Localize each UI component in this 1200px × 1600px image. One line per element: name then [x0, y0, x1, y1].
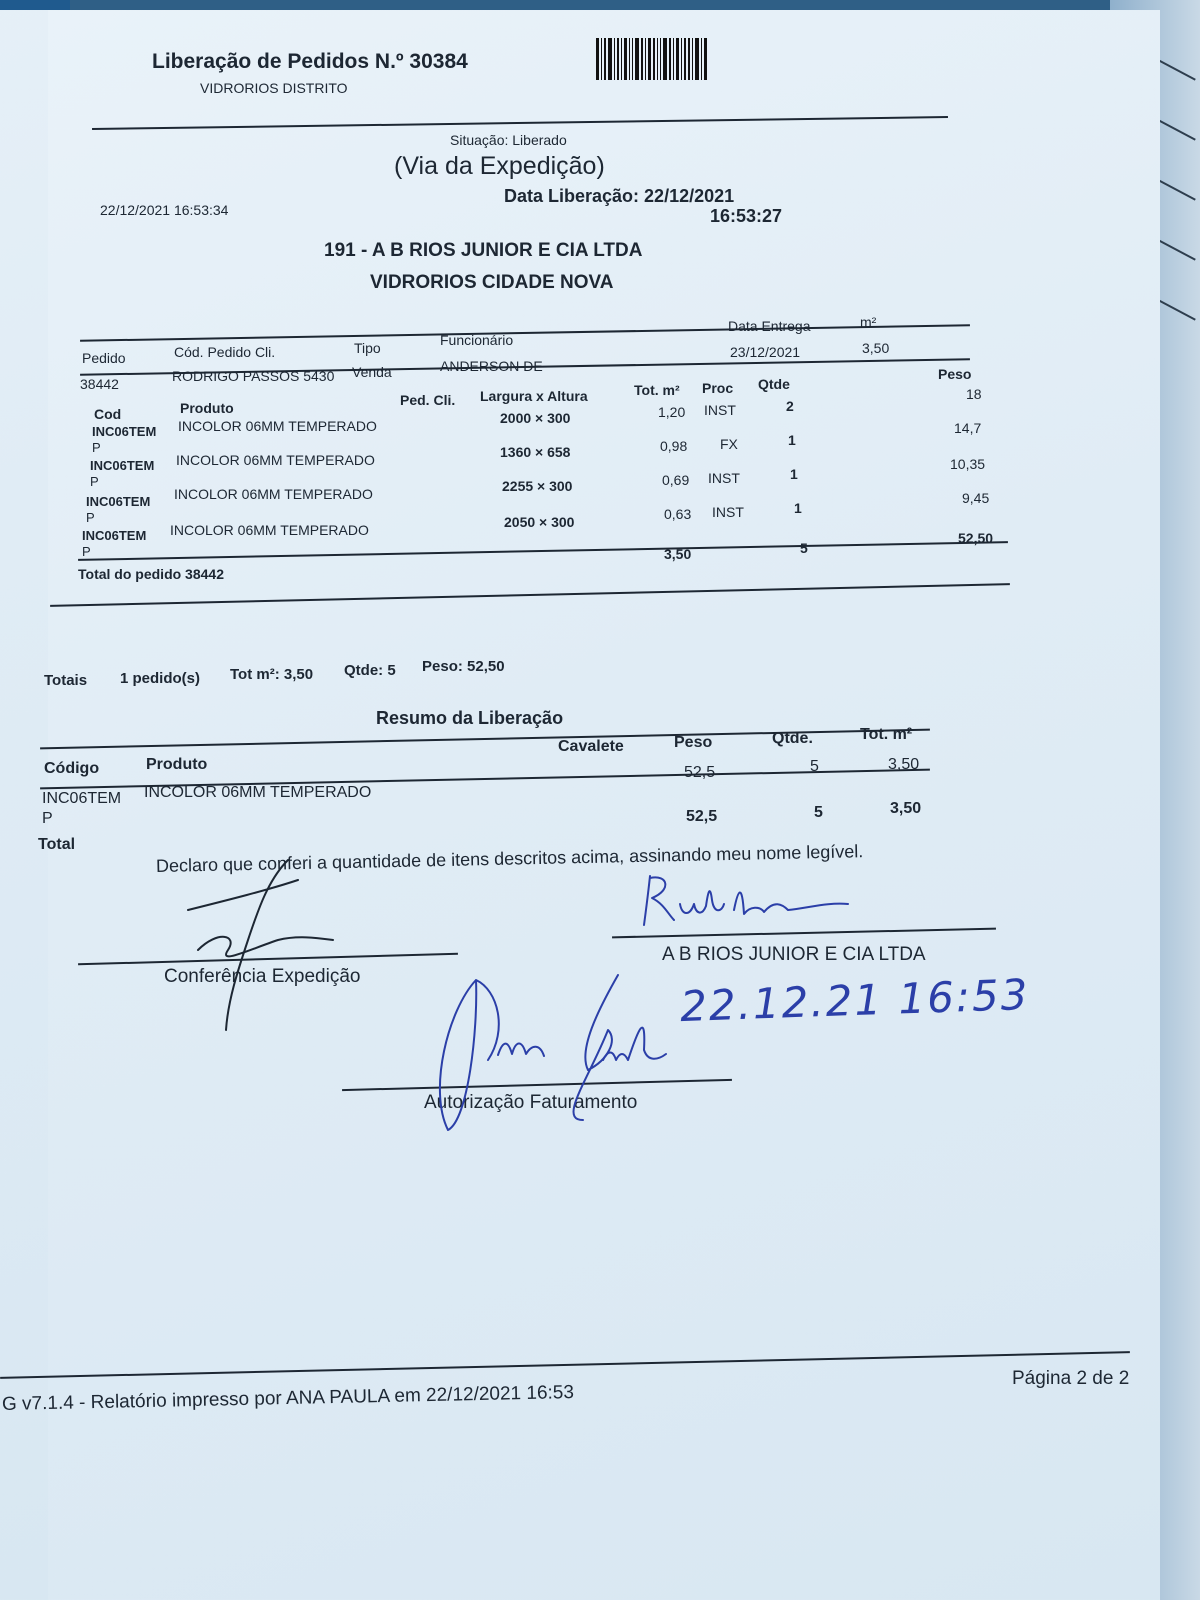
handwritten-date: 22.12.21 16:53: [679, 969, 1031, 1032]
item-qtde: 1: [788, 432, 796, 448]
item-tot-m2: 0,69: [662, 472, 690, 488]
declaration-text: Declaro que conferi a quantidade de itens descritos acima, assinando meu nome legível.: [155, 841, 864, 876]
branch-name: VIDRORIOS CIDADE NOVA: [370, 272, 614, 293]
item-dimensions: 2255 × 300: [502, 478, 573, 494]
col-produto: Produto: [180, 400, 234, 416]
document-title: Liberação de Pedidos N.º 30384: [152, 50, 468, 73]
item-peso: 14,7: [954, 420, 982, 436]
item-produto: INCOLOR 06MM TEMPERADO: [170, 522, 369, 538]
order-total-peso: 52,50: [958, 530, 994, 546]
item-dimensions: 1360 × 658: [500, 444, 571, 460]
barcode: [596, 38, 709, 80]
summary-col-produto: Produto: [146, 756, 208, 773]
totals-pedidos: 1 pedido(s): [120, 670, 201, 687]
item-tot-m2: 0,98: [660, 438, 688, 454]
item-proc: INST: [708, 470, 740, 486]
item-dimensions: 2000 × 300: [500, 410, 571, 426]
document-page: [0, 10, 1160, 1600]
summary-col-cavalete: Cavalete: [558, 738, 624, 755]
divider: [80, 324, 970, 342]
divider: [78, 541, 1008, 561]
situation: Situação: Liberado: [450, 132, 567, 148]
item-cod-suffix: P: [86, 510, 95, 525]
item-peso: 18: [966, 386, 982, 402]
summary-codigo-suffix: P: [42, 810, 53, 827]
item-peso: 10,35: [950, 456, 986, 472]
order-employee: ANDERSON DE: [440, 358, 543, 374]
col-funcionario: Funcionário: [440, 332, 514, 348]
col-ped-cli: Ped. Cli.: [400, 392, 456, 408]
col-peso: Peso: [938, 366, 972, 382]
summary-peso: 52,5: [684, 764, 716, 781]
item-cod-suffix: P: [90, 474, 99, 489]
summary-total-tot-m2: 3,50: [890, 800, 922, 817]
order-client-code: RODRIGO PASSOS 5430: [172, 368, 335, 384]
summary-col-tot-m2: Tot. m²: [860, 726, 913, 743]
summary-col-qtde: Qtde.: [772, 730, 813, 747]
col-cod-pedido-cli: Cód. Pedido Cli.: [174, 344, 276, 360]
col-tot-m2: Tot. m²: [634, 382, 680, 398]
item-proc: INST: [704, 402, 736, 418]
release-time: 16:53:27: [710, 206, 783, 226]
item-cod-suffix: P: [92, 440, 101, 455]
summary-total-label: Total: [38, 836, 76, 853]
item-cod: INC06TEM: [90, 458, 155, 473]
order-delivery-date: 23/12/2021: [730, 344, 801, 360]
totals-label: Totais: [44, 672, 88, 689]
item-produto: INCOLOR 06MM TEMPERADO: [176, 452, 375, 468]
client-signature-label: A B RIOS JUNIOR E CIA LTDA: [662, 944, 926, 965]
summary-total-qtde: 5: [814, 804, 823, 821]
conferencia-signature: [148, 840, 368, 1040]
company-name: VIDRORIOS DISTRITO: [200, 80, 348, 96]
col-qtde: Qtde: [758, 376, 790, 392]
item-cod: INC06TEM: [92, 424, 157, 439]
footer-divider: [0, 1351, 1130, 1379]
order-total-qtde: 5: [800, 540, 808, 556]
col-tipo: Tipo: [354, 340, 381, 356]
summary-title: Resumo da Liberação: [376, 708, 564, 728]
item-produto: INCOLOR 06MM TEMPERADO: [174, 486, 373, 502]
item-cod-suffix: P: [82, 544, 91, 559]
order-total-m2: 3,50: [664, 546, 692, 562]
item-produto: INCOLOR 06MM TEMPERADO: [178, 418, 377, 434]
item-proc: INST: [712, 504, 744, 520]
divider: [92, 116, 948, 130]
order-number: 38442: [80, 376, 119, 392]
order-total-label: Total do pedido 38442: [78, 566, 224, 582]
summary-tot-m2: 3,50: [888, 756, 920, 773]
print-datetime: 22/12/2021 16:53:34: [100, 202, 229, 218]
summary-codigo: INC06TEM: [42, 790, 122, 807]
col-m2: m²: [860, 314, 877, 330]
autorizacao-label: Autorização Faturamento: [424, 1092, 638, 1113]
order-m2: 3,50: [862, 340, 890, 356]
col-data-entrega: Data Entrega: [728, 318, 811, 334]
divider: [50, 583, 1010, 607]
totals-m2: Tot m²: 3,50: [230, 666, 314, 683]
via-label: (Via da Expedição): [394, 152, 605, 180]
release-date: Data Liberação: 22/12/2021: [504, 186, 735, 206]
item-cod: INC06TEM: [82, 528, 147, 543]
client-name: 191 - A B RIOS JUNIOR E CIA LTDA: [324, 240, 643, 261]
summary-produto: INCOLOR 06MM TEMPERADO: [144, 784, 372, 801]
totals-qtde: Qtde: 5: [344, 662, 396, 679]
item-tot-m2: 0,63: [664, 506, 692, 522]
item-qtde: 2: [786, 398, 794, 414]
col-cod: Cod: [94, 406, 122, 422]
item-cod: INC06TEM: [86, 494, 151, 509]
autorizacao-signature: [408, 970, 708, 1150]
col-pedido: Pedido: [82, 350, 126, 366]
item-dimensions: 2050 × 300: [504, 514, 575, 530]
summary-qtde: 5: [810, 758, 819, 775]
footer-page-number: Página 2 de 2: [1012, 1368, 1130, 1389]
order-type: Venda: [352, 364, 392, 380]
col-largura-altura: Largura x Altura: [480, 388, 588, 404]
summary-col-peso: Peso: [674, 734, 713, 751]
conferencia-label: Conferência Expedição: [164, 966, 361, 987]
summary-col-codigo: Código: [44, 760, 100, 777]
item-peso: 9,45: [962, 490, 990, 506]
item-proc: FX: [720, 436, 738, 452]
client-signature: [638, 870, 908, 940]
item-qtde: 1: [790, 466, 798, 482]
col-proc: Proc: [702, 380, 734, 396]
item-qtde: 1: [794, 500, 802, 516]
footer-printed-by: G v7.1.4 - Relatório impresso por ANA PAULA em 22/12/2021 16:53: [1, 1382, 575, 1415]
summary-total-peso: 52,5: [686, 808, 718, 825]
totals-peso: Peso: 52,50: [422, 658, 505, 675]
item-tot-m2: 1,20: [658, 404, 686, 420]
